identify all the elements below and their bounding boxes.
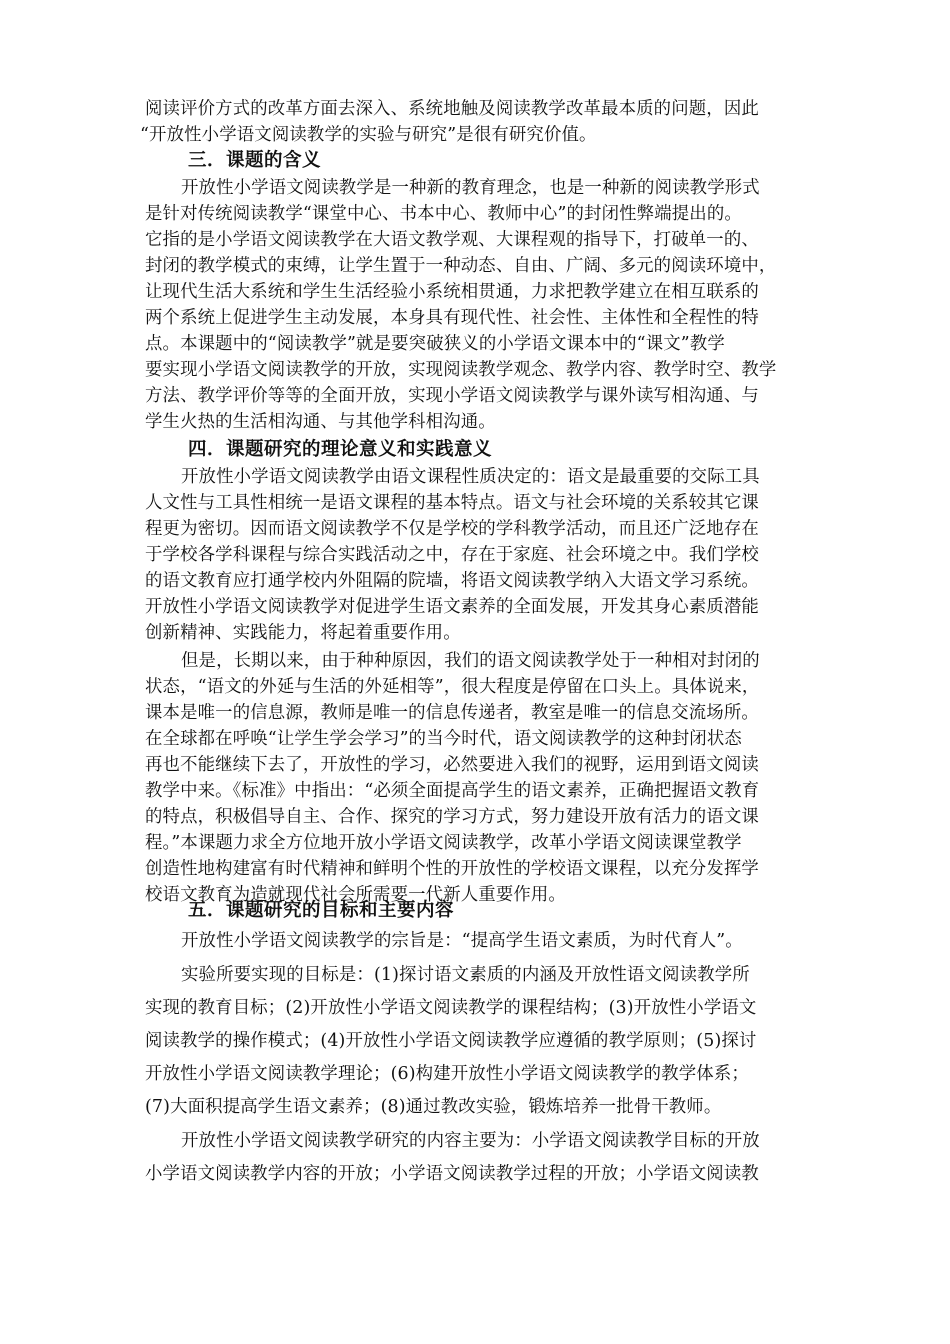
text-line: 学生火热的生活相沟通、与其他学科相沟通。 bbox=[145, 412, 496, 432]
text-line: 它指的是小学语文阅读教学在大语文教学观、大课程观的指导下，打破单一的、 bbox=[145, 230, 759, 250]
text-line: 校语文教育为造就现代社会所需要一代新人重要作用。 bbox=[145, 885, 566, 905]
text-line: 课本是唯一的信息源，教师是唯一的信息传递者，教室是唯一的信息交流场所。 bbox=[145, 703, 759, 723]
text-line: 开放性小学语文阅读教学由语文课程性质决定的：语文是最重要的交际工具 bbox=[181, 467, 760, 487]
text-line: (7)大面积提高学生语文素养；(8)通过教改实验，锻炼培养一批骨干教师。 bbox=[145, 1097, 722, 1117]
text-line: 开放性小学语文阅读教学的宗旨是：“提高学生语文素质，为时代育人”。 bbox=[181, 931, 743, 951]
text-line: 两个系统上促进学生主动发展，本身具有现代性、社会性、主体性和全程性的特 bbox=[145, 308, 759, 328]
section-heading-5: 五．课题研究的目标和主要内容 bbox=[188, 900, 455, 921]
text-line: 开放性小学语文阅读教学对促进学生语文素养的全面发展，开发其身心素质潜能 bbox=[145, 597, 759, 617]
text-line: 创造性地构建富有时代精神和鲜明个性的开放性的学校语文课程，以充分发挥学 bbox=[145, 859, 759, 879]
text-line: 的特点，积极倡导自主、合作、探究的学习方式，努力建设开放有活力的语文课 bbox=[145, 807, 759, 827]
text-line: 是针对传统阅读教学“课堂中心、书本中心、教师中心”的封闭性弊端提出的。 bbox=[145, 204, 742, 224]
text-line: “开放性小学语文阅读教学的实验与研究”是很有研究价值。 bbox=[140, 125, 597, 145]
text-line: 于学校各学科课程与综合实践活动之中，存在于家庭、社会环境之中。我们学校 bbox=[145, 545, 759, 565]
text-line: 教学中来。《标准》中指出：“必须全面提高学生的语文素养，正确把握语文教育 bbox=[145, 781, 760, 801]
text-line: 在全球都在呼唤“让学生学会学习”的当今时代，语文阅读教学的这种封闭状态 bbox=[145, 729, 742, 749]
text-line: 点。本课题中的“阅读教学”就是要突破狭义的小学语文课本中的“课文”教学 bbox=[145, 334, 725, 354]
text-line: 程更为密切。因而语文阅读教学不仅是学校的学科教学活动，而且还广泛地存在 bbox=[145, 519, 759, 539]
text-line: 但是，长期以来，由于种种原因，我们的语文阅读教学处于一种相对封闭的 bbox=[181, 651, 760, 671]
text-line: 程。”本课题力求全方位地开放小学语文阅读教学，改革小学语文阅读课堂教学 bbox=[145, 833, 742, 853]
text-line: 开放性小学语文阅读教学研究的内容主要为：小学语文阅读教学目标的开放 bbox=[181, 1131, 760, 1151]
text-line: 再也不能继续下去了，开放性的学习，必然要进入我们的视野，运用到语文阅读 bbox=[145, 755, 759, 775]
text-line: 开放性小学语文阅读教学是一种新的教育理念，也是一种新的阅读教学形式 bbox=[181, 178, 760, 198]
text-line: 方法、教学评价等等的全面开放，实现小学语文阅读教学与课外读写相沟通、与 bbox=[145, 386, 759, 406]
text-line: 创新精神、实践能力，将起着重要作用。 bbox=[145, 623, 461, 643]
text-line: 人文性与工具性相统一是语文课程的基本特点。语文与社会环境的关系较其它课 bbox=[145, 493, 759, 513]
text-line: 阅读评价方式的改革方面去深入、系统地触及阅读教学改革最本质的问题，因此 bbox=[145, 99, 759, 119]
text-line: 状态，“语文的外延与生活的外延相等”，很大程度是停留在口头上。具体说来， bbox=[145, 677, 760, 697]
text-line: 阅读教学的操作模式；(4)开放性小学语文阅读教学应遵循的教学原则；(5)探讨 bbox=[145, 1031, 757, 1051]
text-line: 要实现小学语文阅读教学的开放，实现阅读教学观念、教学内容、教学时空、教学 bbox=[145, 360, 777, 380]
text-line: 实验所要实现的目标是：(1)探讨语文素质的内涵及开放性语文阅读教学所 bbox=[181, 965, 750, 985]
text-line: 让现代生活大系统和学生生活经验小系统相贯通，力求把教学建立在相互联系的 bbox=[145, 282, 759, 302]
text-line: 的语文教育应打通学校内外阻隔的院墙，将语文阅读教学纳入大语文学习系统。 bbox=[145, 571, 759, 591]
text-line: 实现的教育目标；(2)开放性小学语文阅读教学的课程结构；(3)开放性小学语文 bbox=[145, 998, 757, 1018]
text-line: 小学语文阅读教学内容的开放；小学语文阅读教学过程的开放；小学语文阅读教 bbox=[145, 1164, 759, 1184]
section-heading-4: 四．课题研究的理论意义和实践意义 bbox=[188, 439, 493, 460]
section-heading-3: 三．课题的含义 bbox=[188, 150, 322, 171]
text-line: 开放性小学语文阅读教学理论；(6)构建开放性小学语文阅读教学的教学体系； bbox=[145, 1064, 749, 1084]
text-line: 封闭的教学模式的束缚，让学生置于一种动态、自由、广阔、多元的阅读环境中， bbox=[145, 256, 777, 276]
